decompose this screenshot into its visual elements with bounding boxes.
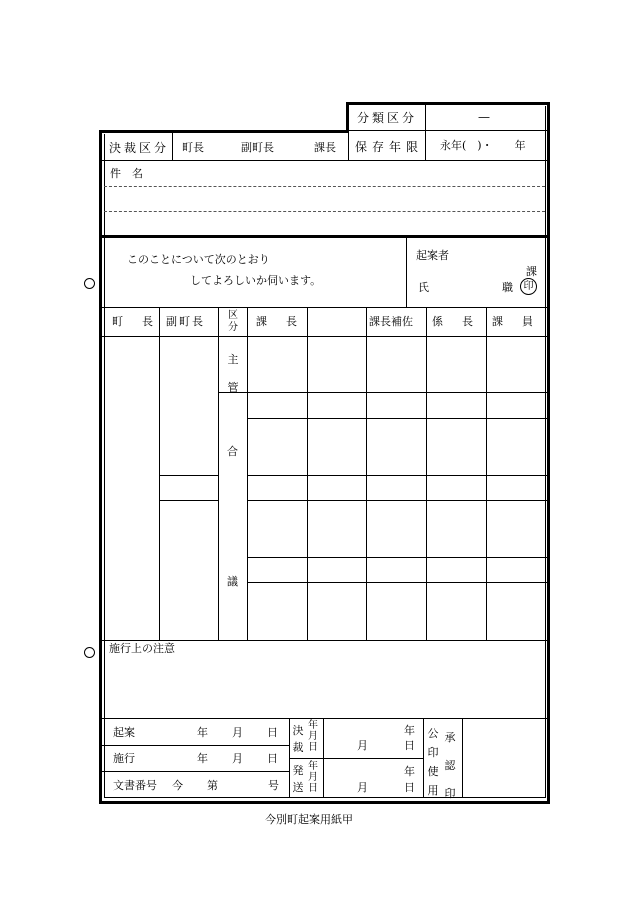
shiko-label: 施行 bbox=[113, 752, 135, 765]
col-kachohosa: 課長補佐 bbox=[369, 315, 413, 328]
punch-hole-top bbox=[84, 278, 95, 289]
hozon-label: 保存年限 bbox=[355, 140, 424, 154]
notes-label: 施行上の注意 bbox=[109, 642, 175, 655]
shi-label: 氏 bbox=[418, 281, 429, 294]
request-line-2: してよろしいか伺います。 bbox=[190, 274, 322, 287]
col-fukuchocho: 副町長 bbox=[166, 315, 205, 328]
request-divider bbox=[406, 237, 407, 307]
subject-separator bbox=[99, 235, 550, 238]
koin-label: 公印使用 bbox=[427, 727, 439, 797]
col-kacho: 課 長 bbox=[256, 315, 301, 328]
ka-label: 課 bbox=[526, 265, 537, 278]
hasso-hi: 日 bbox=[404, 781, 415, 794]
hasso-tsuki: 月 bbox=[357, 781, 368, 794]
bunsho-go: 号 bbox=[268, 779, 279, 792]
bunrui-label: 分類区分 bbox=[357, 111, 418, 125]
form-caption: 今別町起案用紙甲 bbox=[265, 813, 353, 826]
kessai-kacho: 課長 bbox=[314, 141, 336, 154]
kian-tsuki: 月 bbox=[232, 726, 243, 739]
kessai-tsuki: 月 bbox=[357, 739, 368, 752]
aigi-bottom-label: 議 bbox=[227, 575, 238, 588]
col-kain: 課 員 bbox=[492, 315, 537, 328]
kenmei-line-2 bbox=[104, 211, 545, 212]
bunsho-label: 文書番号 bbox=[113, 779, 157, 792]
kessai-nengappi: 年月日 bbox=[308, 720, 318, 753]
request-line-1: このことについて次のとおり bbox=[127, 253, 270, 266]
kessai-label: 決裁区分 bbox=[109, 141, 170, 155]
shiko-nen: 年 bbox=[197, 752, 208, 765]
shoku-label: 職 bbox=[502, 281, 513, 294]
kian-label: 起案 bbox=[113, 726, 135, 739]
hasso-nen: 年 bbox=[404, 765, 415, 778]
shiko-hi: 日 bbox=[267, 752, 278, 765]
shonin-label: 承認印 bbox=[444, 731, 456, 800]
hasso-vertical: 発送 bbox=[292, 764, 304, 794]
kenmei-label: 件 名 bbox=[110, 167, 143, 180]
kian-hi: 日 bbox=[267, 726, 278, 739]
kessai-chocho: 町長 bbox=[182, 141, 204, 154]
col-kakaricho: 係 長 bbox=[432, 315, 477, 328]
kian-nen: 年 bbox=[197, 726, 208, 739]
shiko-tsuki: 月 bbox=[232, 752, 243, 765]
bunrui-value: — bbox=[478, 110, 490, 124]
kianshya-label: 起案者 bbox=[416, 249, 449, 262]
hozon-value: 永年( )・ 年 bbox=[440, 139, 526, 152]
hasso-nengappi: 年月日 bbox=[308, 761, 318, 794]
col-chocho: 町 長 bbox=[112, 315, 157, 328]
kessai-nen: 年 bbox=[404, 724, 415, 737]
punch-hole-bottom bbox=[84, 647, 95, 658]
kessai-hi: 日 bbox=[404, 739, 415, 752]
kessai-fukuchocho: 副町長 bbox=[241, 141, 274, 154]
seal-icon: 印 bbox=[520, 278, 537, 295]
aigi-top-label: 合 bbox=[227, 445, 238, 458]
kessai-vertical: 決裁 bbox=[292, 724, 304, 754]
bunsho-dai: 第 bbox=[207, 779, 218, 792]
col-kubun: 区分 bbox=[228, 310, 238, 333]
kenmei-line-1 bbox=[104, 186, 545, 187]
bunsho-ima: 今 bbox=[172, 779, 183, 792]
shukan-label: 主管 bbox=[227, 353, 239, 394]
